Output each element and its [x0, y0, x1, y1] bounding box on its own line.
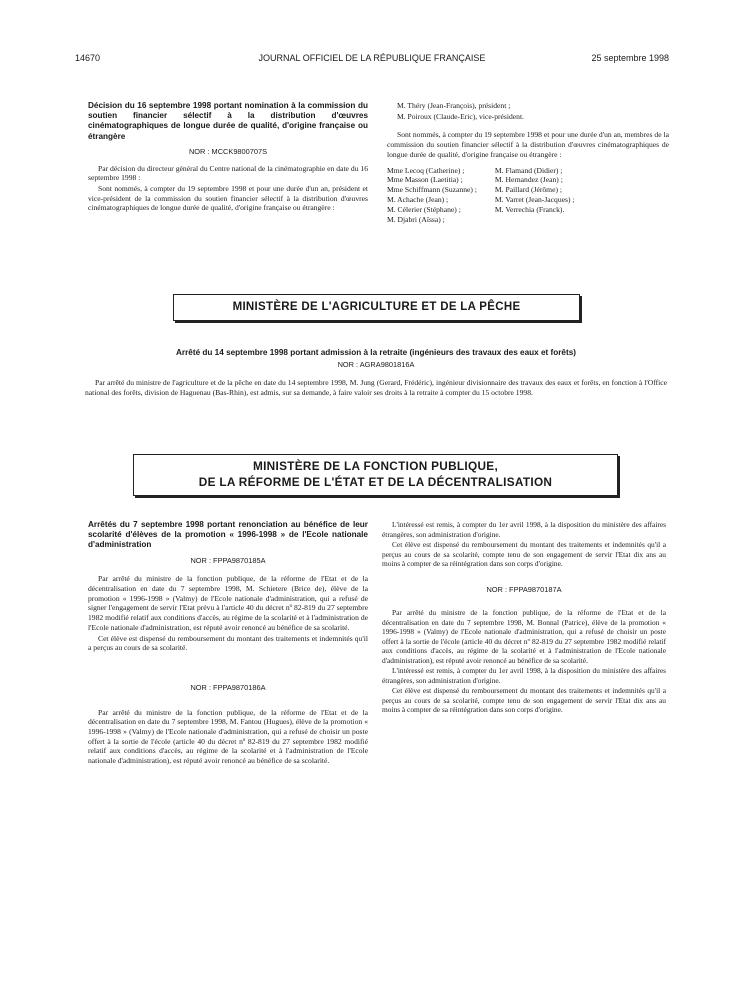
member-item: Mme Schiffmann (Suzanne) ; — [387, 185, 477, 195]
nor-185: NOR : FPPA9870185A — [190, 555, 266, 565]
member-item: Mme Lecoq (Catherine) ; — [387, 165, 465, 175]
decision-vice-president: M. Poiroux (Claude-Eric), vice-président. — [397, 111, 524, 121]
agriculture-arrete-title: Arrêté du 14 septembre 1998 portant admission à la retraite (ingénieurs des travaux des eaux et forêts) — [176, 348, 576, 357]
agriculture-nor: NOR : AGRA9801816A — [337, 360, 415, 370]
arrete-fantou-text: Par arrêté du ministre de la fonction publique, de la réforme de l'Etat et de la décentralisation en date du 7 septembre 1998, M. Fantou (Hugues), élève de la promotion « 1996-1998 » (Valmy) de l'Ecole nationale d'administration, qui a refusé de choisir un poste offert à la sortie de l'école (article 40 du décret nº 82-819 du 27 septembre 1982 modifié relatif aux conditions d'accès, au régime de la scolarité et à l'administration de l'Ecole nationale d'administration), est réputé avoir renoncé au bénéfice de sa scolarité. — [88, 707, 368, 766]
fonction-publique-title: Arrêtés du 7 septembre 1998 portant renonciation au bénéfice de leur scolarité d'élèves de la promotion « 1996-1998 » de l'Ecole nationale d'administration — [88, 520, 368, 550]
ministry-fonction-publique-heading — [133, 454, 618, 496]
arrete-bonnal-remise: L'intéressé est remis, à compter du 1er avril 1998, à la disposition du ministère des affaires étrangères, son administration d'origine. — [382, 666, 666, 685]
ministry-agriculture-heading: MINISTÈRE DE L'AGRICULTURE ET DE LA PÊCHE — [173, 294, 580, 321]
decision-title: Décision du 16 septembre 1998 portant nomination à la commission du soutien financier sélectif à la distribution d'œuvres cinématographiques de longue durée de qualité, d'origine française ou étrangère — [88, 101, 368, 141]
members-left-list — [387, 166, 477, 225]
decision-intro: Par décision du directeur général du Centre national de la cinématographie en date du 16 septembre 1998 : — [88, 163, 368, 183]
member-item: M. Flamand (Didier) ; — [494, 165, 563, 175]
fonction-publique-right-column — [382, 520, 666, 716]
page-header — [75, 53, 669, 67]
decision-nor: NOR : MCCK9800707S — [188, 146, 268, 156]
issue-date: 25 septembre 1998 — [591, 53, 669, 63]
member-item: M. Verrechia (Franck). — [494, 204, 565, 214]
journal-title: JOURNAL OFFICIEL DE LA RÉPUBLIQUE FRANÇAISE — [258, 53, 486, 63]
member-item: M. Achache (Jean) ; — [387, 194, 449, 204]
ministry-heading-line2: DE LA RÉFORME DE L'ÉTAT ET DE LA DÉCENTRALISATION — [198, 474, 553, 489]
ministry-heading-line1: MINISTÈRE DE LA FONCTION PUBLIQUE, — [252, 459, 499, 473]
arrete-schietere-text: Par arrêté du ministre de la fonction publique, de la réforme de l'Etat et de la décentralisation en date du 7 septembre 1998, M. Schietere (Brice de), élève de la promotion « 1996-1998 » (Valmy) de l'Ecole nationale d'administration, qui a refusé de signer l'engagement de servir l'Etat prévu à l'article 40 du décret nº 82-819 du 27 septembre 1982 modifié relatif aux conditions d'accès, au régime de la scolarité et à l'administration de l'Ecole nationale d'administration, est réputé avoir renoncé au bénéfice de sa scolarité. — [88, 574, 368, 632]
decision-appointment: Sont nommés, à compter du 19 septembre 1998 et pour une durée d'un an, président et vice-président de la commission du soutien financier sélectif à la distribution d'œuvres cinématographiques de longue durée de qualité, d'origine française ou étrangère : — [88, 183, 368, 213]
agriculture-text: Par arrêté du ministre de l'agriculture et de la pêche en date du 14 septembre 1998, M. Jung (Gerard, Frédéric), ingénieur divisionnaire des travaux des eaux et forêts, en fonction à l'Office national des forêts, division de Haguenau (Bas-Rhin), est admis, sur sa demande, à faire valoir ses droits à la retraite à compter du 15 octobre 1998. — [85, 377, 667, 397]
member-item: M. Célerier (Stéphane) ; — [387, 204, 461, 214]
member-item: M. Varret (Jean-Jacques) ; — [494, 194, 575, 204]
fonction-publique-left-column — [88, 520, 368, 767]
arrete-bonnal-dispense: Cet élève est dispensé du remboursement du montant des traitements et indemnités qu'il a perçus au cours de sa scolarité, compte tenu de son engagement de servir l'Etat dix ans au moins à compter de sa réintégration dans son corps d'origine. — [382, 686, 666, 714]
arrete-fantou-dispense: Cet élève est dispensé du remboursement du montant des traitements et indemnités qu'il a perçus au cours de sa scolarité, compte tenu de son engagement de servir l'Etat dix ans au moins à compter de sa réintégration dans son corps d'origine. — [382, 540, 666, 568]
arrete-bonnal-text: Par arrêté du ministre de la fonction publique, de la réforme de l'Etat et de la décentralisation en date du 7 septembre 1998, M. Bonnal (Patrice), élève de la promotion « 1996-1998 » (Valmy) de l'Ecole nationale d'administration, qui a refusé de choisir un poste offert à la sortie de l'école (article 40 du décret nº 82-819 du 27 septembre 1982 modifié relatif aux conditions d'accès, au régime de la scolarité et à l'administration de l'Ecole nationale d'administration), est réputé avoir renoncé au bénéfice de sa scolarité. — [382, 608, 666, 665]
member-item: M. Djabri (Aïssa) ; — [387, 214, 445, 224]
arrete-schietere-dispense: Cet élève est dispensé du remboursement du montant des traitements et indemnités qu'il a perçus au cours de sa scolarité. — [88, 633, 368, 653]
arrete-fantou-remise: L'intéressé est remis, à compter du 1er avril 1998, à la disposition du ministère des affaires étrangères, son administration d'origine. — [382, 520, 666, 539]
decision-left-column — [88, 101, 368, 214]
member-item: Mme Masson (Laetitia) ; — [387, 175, 463, 185]
member-item: M. Hernandez (Jean) ; — [494, 175, 563, 185]
page-number: 14670 — [75, 53, 101, 63]
members-list — [387, 166, 669, 225]
nor-187: NOR : FPPA9870187A — [486, 584, 562, 594]
decision-right-column — [387, 101, 669, 224]
agriculture-section — [85, 348, 667, 397]
decision-president: M. Théry (Jean-François), président ; — [397, 101, 511, 110]
member-item: M. Paillard (Jérôme) ; — [494, 185, 562, 195]
nor-186: NOR : FPPA9870186A — [190, 682, 266, 692]
members-right-list — [495, 166, 575, 225]
decision-members-intro: Sont nommés, à compter du 19 septembre 1998 et pour une durée d'un an, membres de la commission du soutien financier sélectif à la distribution d'œuvres cinématographiques de longue durée de qualité, d'origine française ou étrangère : — [387, 130, 669, 159]
